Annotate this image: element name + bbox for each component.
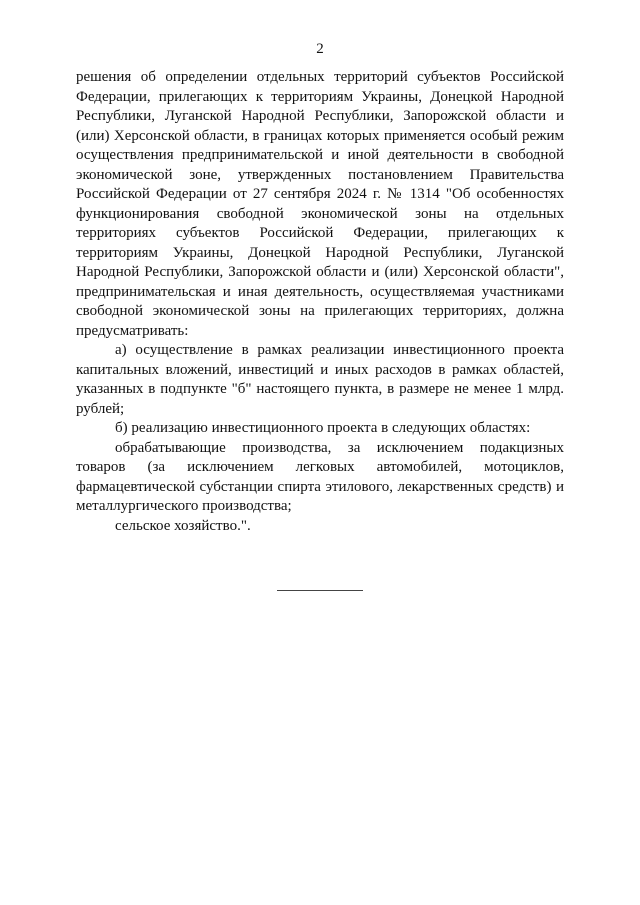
page-number: 2 [316,41,324,57]
paragraph-item-a: а) осуществление в рамках реализации инвестиционного проекта капитальных вложений, инвестиций и иных расходов в рамках областей, указанных в подпункте "б" настоящего пункта, в размере не менее 1 млрд. рублей; [76,342,564,417]
paragraph-continuation: решения об определении отдельных территорий субъектов Российской Федерации, прилегающих к территориям Украины, Донецкой Народной Республики, Луганской Народной Республики, Запорожской области и (или) Херсонской области, в границах которых применяется особый режим осуществления предпринимательской и иной деятельности в свободной экономической зоне, утвержденных постановлением Правительства Российской Федерации от 27 сентября 2024 г. № 1314 "Об особенностях функционирования свободной экономической зоны на отдельных территориях субъектов Российской Федерации, прилегающих к территориям Украины, Донецкой Народной Республики, Луганской Народной Республики, Запорожской области и (или) Херсонской области", предпринимательская и иная деятельность, осуществляемая участниками свободной экономической зоны на прилегающих территориях, должна предусматривать: [76,69,564,339]
paragraph-agriculture: сельское хозяйство.". [115,517,251,534]
paragraph-manufacturing: обрабатывающие производства, за исключением подакцизных товаров (за исключением легковых автомобилей, мотоциклов, фармацевтической субстанции спирта этилового, лекарственных средств) и металлургического производства; [76,439,564,514]
end-divider-line [277,590,363,591]
paragraph-item-b: б) реализацию инвестиционного проекта в следующих областях: [115,420,531,436]
document-body [76,68,564,536]
